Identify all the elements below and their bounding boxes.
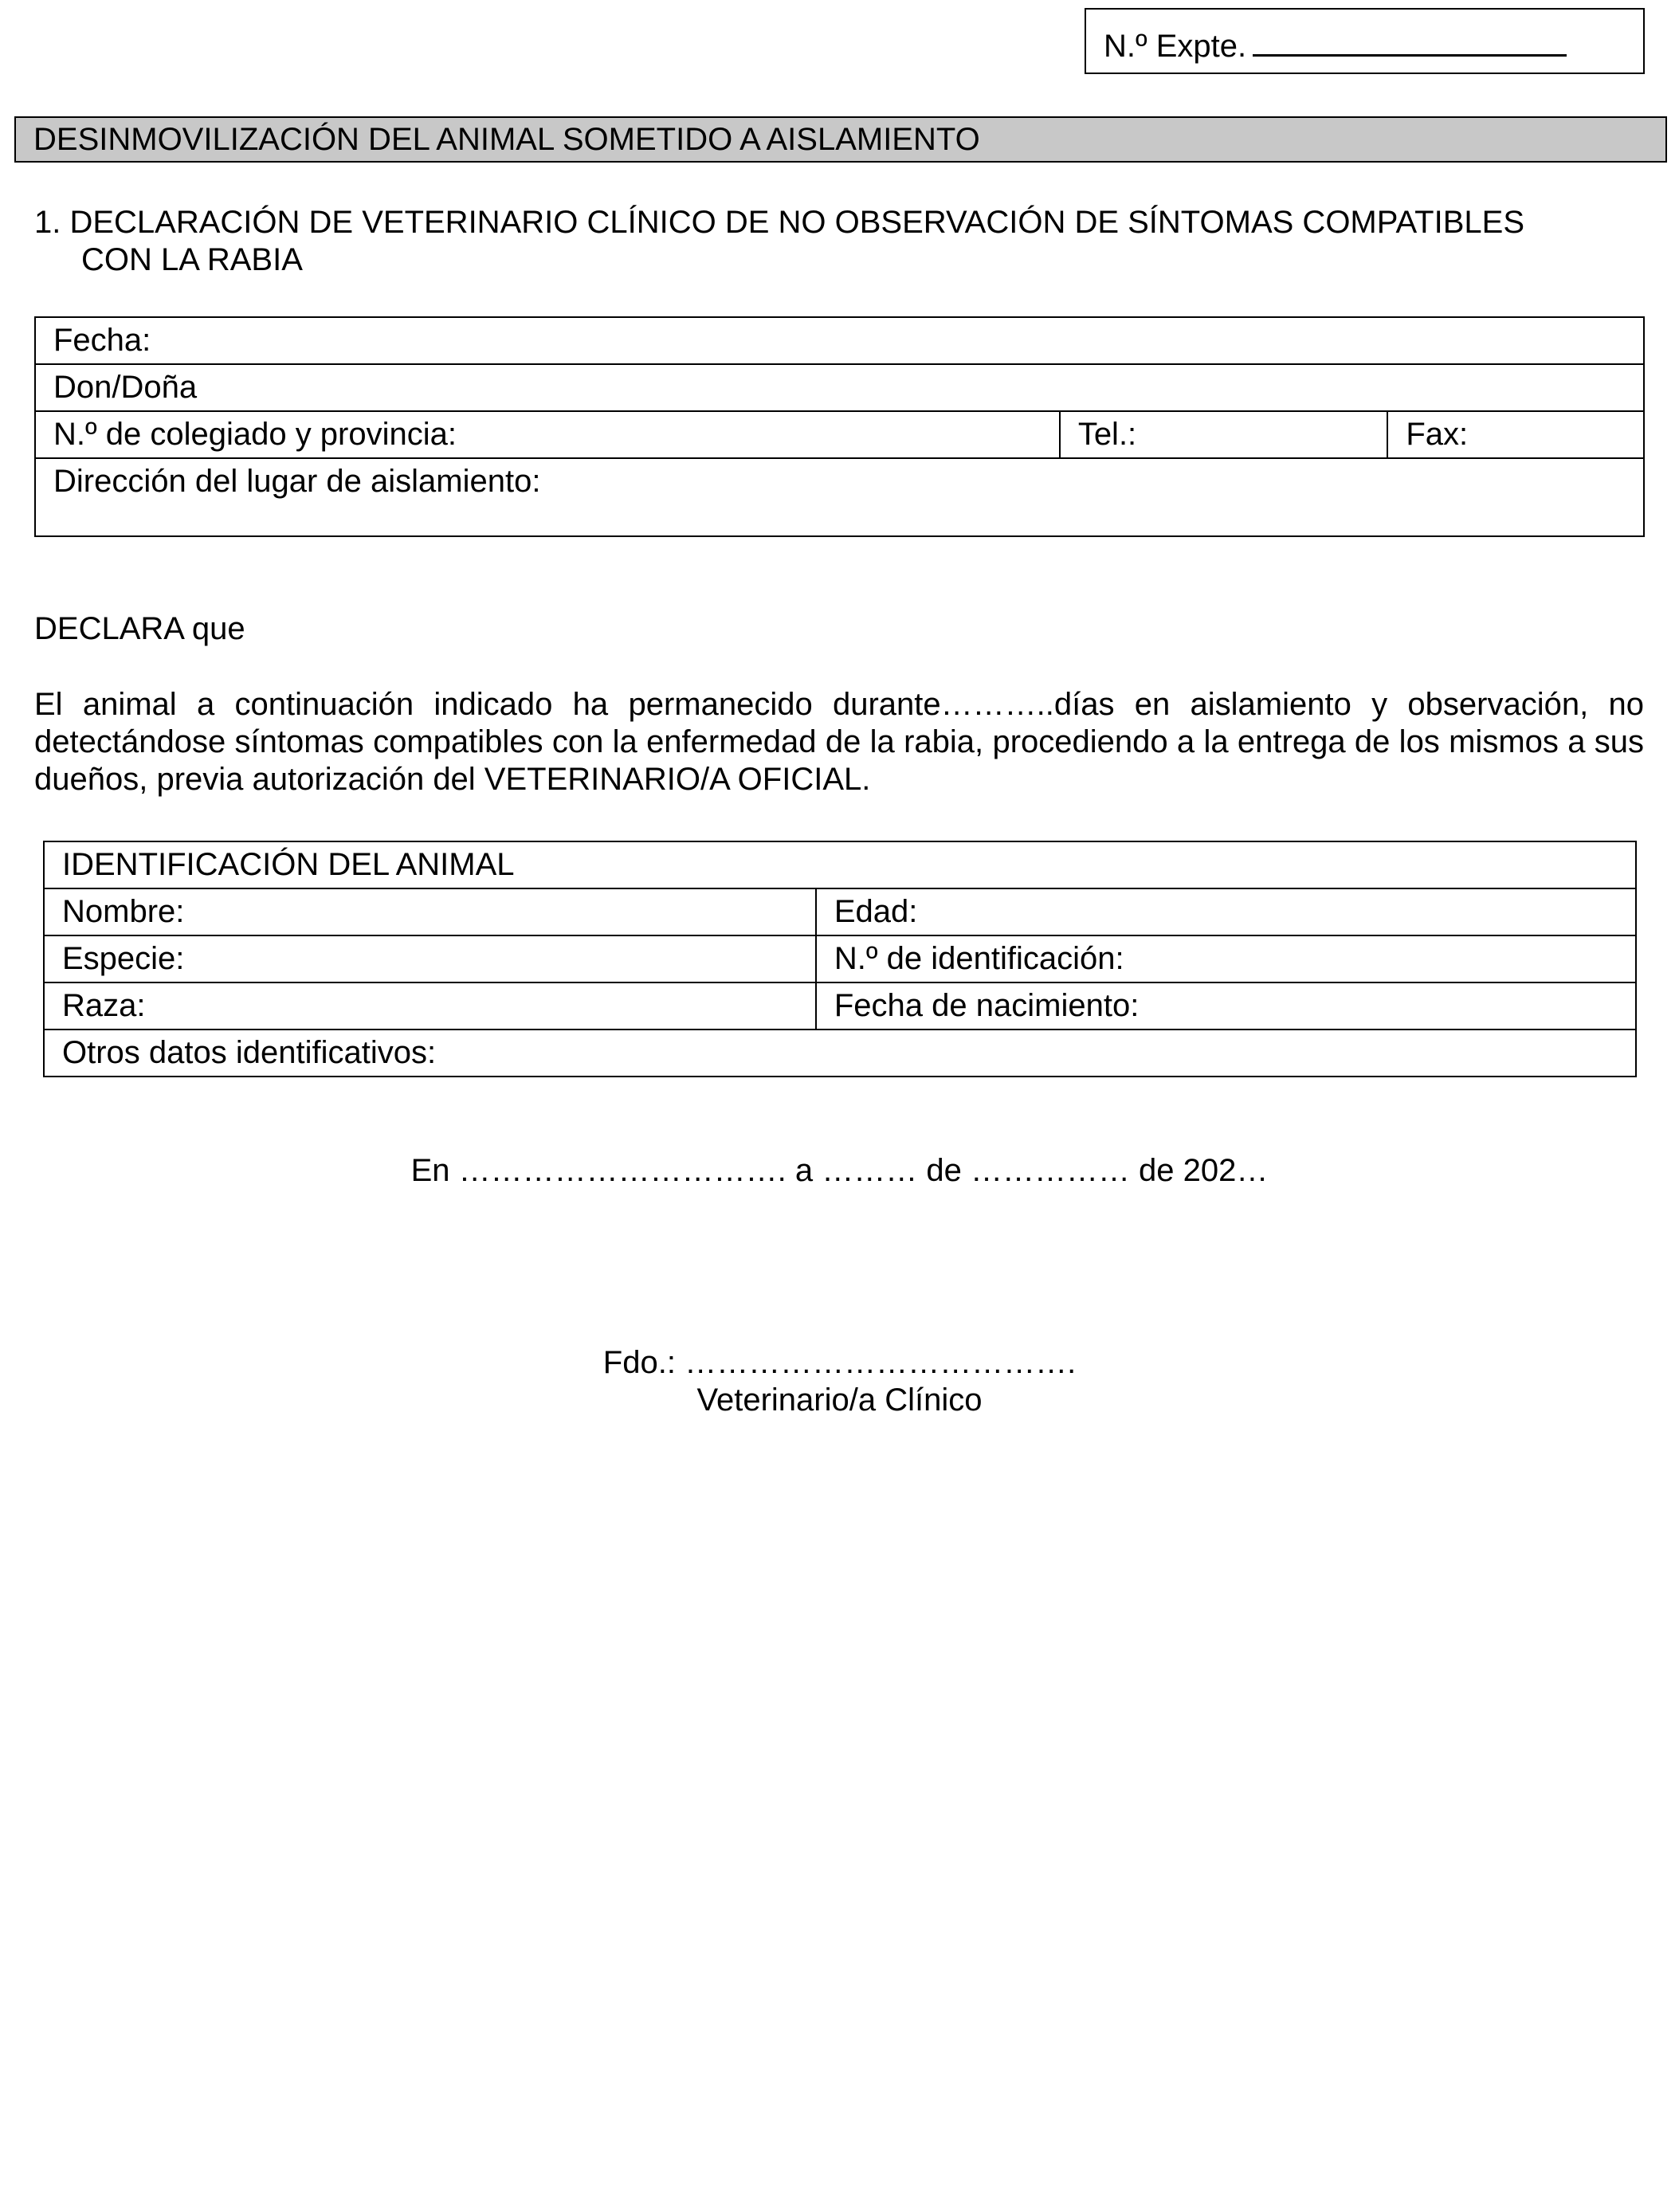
otros-datos-field[interactable]: Otros datos identificativos: <box>44 1030 1636 1077</box>
section-1-title <box>34 204 1620 279</box>
declara-heading: DECLARA que <box>34 611 245 646</box>
section-1-title-line1: 1. DECLARACIÓN DE VETERINARIO CLÍNICO DE NO OBSERVACIÓN DE SÍNTOMAS COMPATIBLES <box>34 205 1524 240</box>
fecha-field[interactable]: Fecha: <box>35 317 1644 364</box>
especie-field[interactable]: Especie: <box>44 935 816 982</box>
animal-table-header: IDENTIFICACIÓN DEL ANIMAL <box>44 841 1636 888</box>
edad-field[interactable]: Edad: <box>816 888 1636 935</box>
raza-field[interactable]: Raza: <box>44 982 816 1030</box>
place-date-line[interactable]: En …………………………. a ……… de …………… de 202… <box>410 1153 1269 1188</box>
colegiado-field[interactable]: N.º de colegiado y provincia: <box>35 411 1060 458</box>
fax-field[interactable]: Fax: <box>1387 411 1644 458</box>
animal-identification-table <box>43 841 1637 1077</box>
veterinarian-data-table <box>34 316 1645 537</box>
document-title-banner: DESINMOVILIZACIÓN DEL ANIMAL SOMETIDO A AISLAMIENTO <box>14 116 1667 163</box>
tel-field[interactable]: Tel.: <box>1060 411 1388 458</box>
nombre-field[interactable]: Nombre: <box>44 888 816 935</box>
signature-block <box>0 1344 1679 1419</box>
direccion-field[interactable]: Dirección del lugar de aislamiento: <box>35 458 1644 536</box>
declaration-paragraph: El animal a continuación indicado ha permanecido durante………..días en aislamiento y observación, no detectándose síntomas compatibles con la enfermedad de la rabia, procediendo a la entrega de los mismos a sus dueños, previa autorización del VETERINARIO/A OFICIAL. <box>34 687 1644 797</box>
section-1-title-line2: CON LA RABIA <box>81 242 303 277</box>
signer-role: Veterinario/a Clínico <box>696 1382 983 1418</box>
expediente-number-field[interactable] <box>1253 29 1567 57</box>
expediente-label: N.º Expte. <box>1104 29 1247 64</box>
signature-line[interactable]: Fdo.: ………………………………. <box>602 1345 1077 1380</box>
fecha-nacimiento-field[interactable]: Fecha de nacimiento: <box>816 982 1636 1030</box>
identificacion-field[interactable]: N.º de identificación: <box>816 935 1636 982</box>
expediente-box <box>1085 8 1645 74</box>
don-dona-field[interactable]: Don/Doña <box>35 364 1644 411</box>
